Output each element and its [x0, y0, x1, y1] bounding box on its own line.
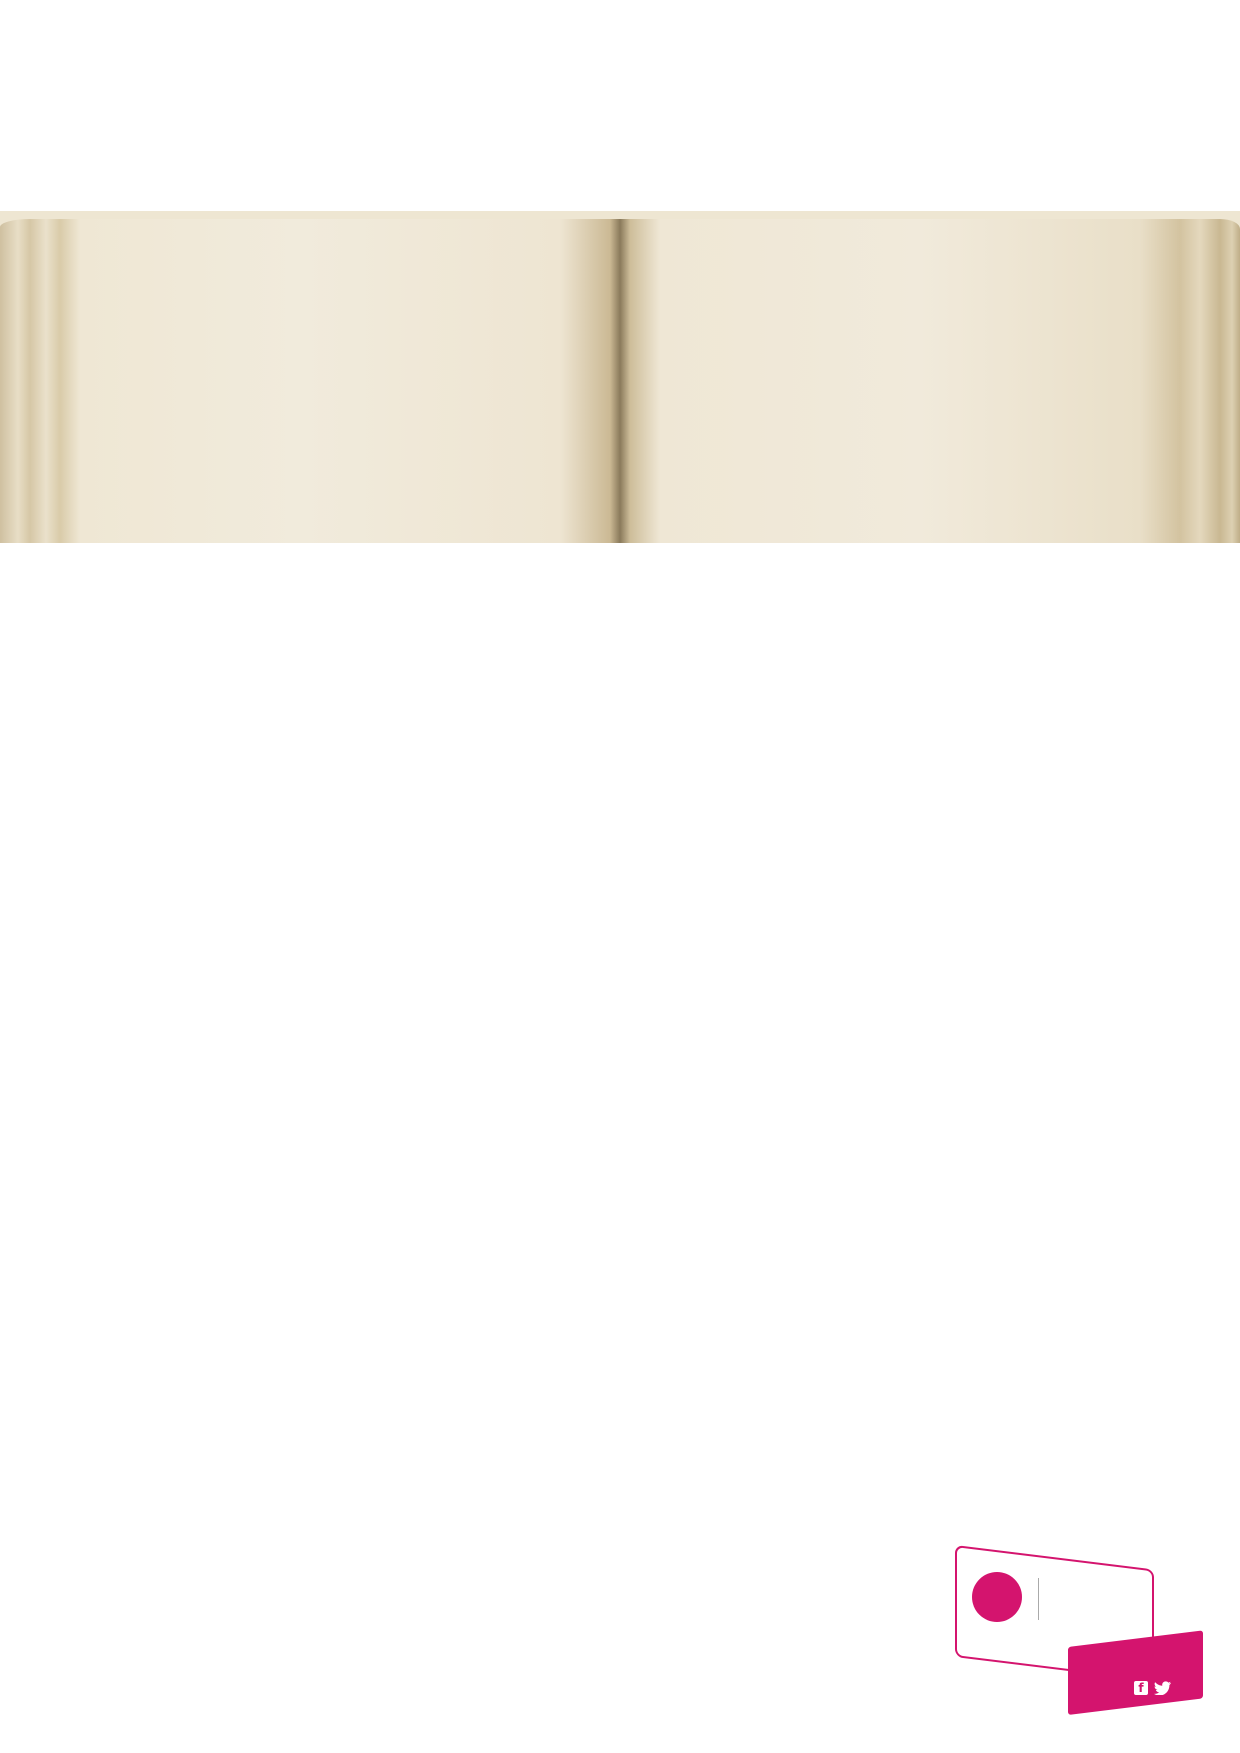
manuscript-banner-image [0, 211, 1240, 543]
yvelines-logo[interactable] [950, 1540, 1210, 1720]
twitter-icon[interactable] [1154, 1681, 1172, 1695]
logo-y-mark-icon [972, 1572, 1022, 1622]
twitter-bird-glyph [1154, 1681, 1172, 1695]
manuscript-right-page [620, 219, 1240, 543]
logo-separator [1038, 1578, 1039, 1620]
youtube-icon[interactable] [1178, 1681, 1194, 1695]
manuscript-left-page [0, 219, 620, 543]
facebook-icon[interactable]: f [1134, 1681, 1148, 1695]
